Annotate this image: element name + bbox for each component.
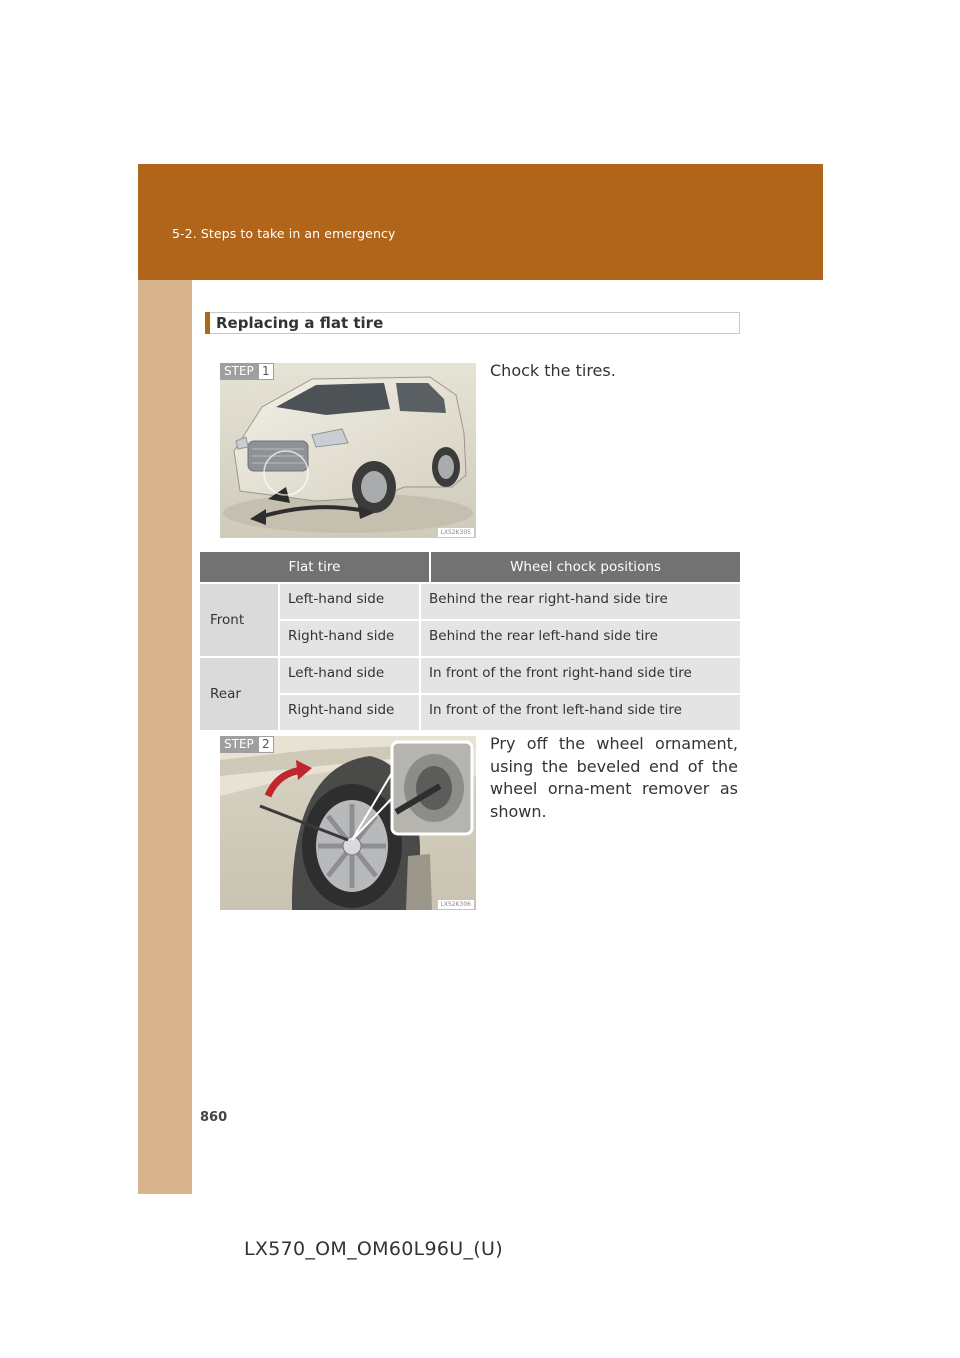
step-1-figure	[220, 363, 476, 538]
section-breadcrumb: 5-2. Steps to take in an emergency	[172, 226, 396, 241]
step-1-figure-code: LX52K305	[438, 528, 474, 537]
document-code: LX570_OM_OM60L96U_(U)	[244, 1238, 503, 1260]
table-cell-side: Left-hand side	[279, 657, 420, 694]
step-1-badge	[220, 363, 274, 380]
tire-rear: Rear	[200, 657, 279, 731]
heading-accent-bar	[205, 312, 210, 334]
table-cell-side: Right-hand side	[279, 694, 420, 731]
table-row	[200, 657, 740, 694]
table-cell-position: In front of the front right-hand side tire	[420, 657, 740, 694]
step-1-label: STEP	[220, 363, 258, 380]
wheel-chock-table	[200, 552, 740, 582]
step-1-text: Chock the tires.	[490, 361, 616, 380]
step-2-number: 2	[258, 736, 274, 753]
step-2-text: Pry off the wheel ornament, using the beveled end of the wheel orna-ment remover as shown.	[490, 734, 738, 821]
header-band	[138, 164, 823, 280]
table-cell-side: Right-hand side	[279, 620, 420, 657]
step-1-number: 1	[258, 363, 274, 380]
table-row	[200, 620, 740, 657]
tire-front: Front	[200, 584, 279, 657]
table-row	[200, 694, 740, 731]
vehicle-with-wheel-chock-icon	[220, 363, 476, 538]
section-title: Replacing a flat tire	[216, 314, 384, 332]
page-number: 860	[200, 1110, 228, 1125]
table-cell-side: Left-hand side	[279, 584, 420, 620]
left-margin-band	[138, 280, 192, 1194]
table-cell-position: Behind the rear left-hand side tire	[420, 620, 740, 657]
step-2-figure	[220, 736, 476, 910]
wheel-chock-table-body	[200, 584, 740, 732]
step-2-badge	[220, 736, 274, 753]
step-2-label: STEP	[220, 736, 258, 753]
table-header-row	[200, 552, 740, 582]
table-cell-position: In front of the front left-hand side tire	[420, 694, 740, 731]
header-wheel-chock-positions: Wheel chock positions	[430, 552, 740, 582]
wheel-ornament-remover-icon	[220, 736, 476, 910]
table-row	[200, 584, 740, 620]
step-2-figure-code: LX52K306	[438, 900, 474, 909]
section-heading	[205, 312, 740, 334]
table-cell-position: Behind the rear right-hand side tire	[420, 584, 740, 620]
header-flat-tire: Flat tire	[200, 552, 430, 582]
